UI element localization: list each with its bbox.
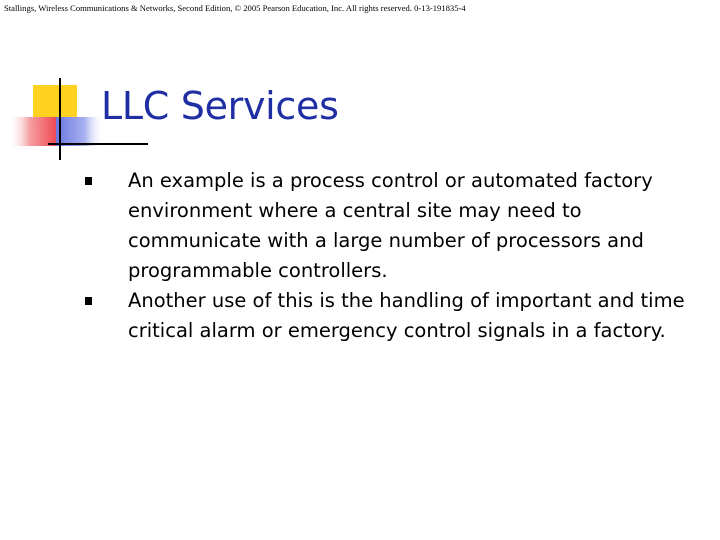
vertical-line [59, 78, 61, 160]
bullet-item [80, 286, 710, 346]
title-underline [48, 143, 148, 145]
bullet-text: Another use of this is the handling of important and time critical alarm or emergency control signals in a factory. [128, 289, 685, 342]
bullet-item [80, 166, 710, 286]
blue-square [56, 117, 104, 146]
yellow-square [33, 85, 77, 119]
red-square [8, 117, 56, 146]
square-bullet-icon [85, 297, 92, 305]
bullet-list [80, 166, 710, 346]
copyright-note: Stallings, Wireless Communications & Networks, Second Edition, © 2005 Pearson Education, Inc. All rights reserved. 0-13-191835-4 [4, 3, 466, 13]
square-bullet-icon [85, 177, 92, 185]
bullet-text: An example is a process control or automated factory environment where a central site may need to communicate with a large number of processors and programmable controllers. [128, 169, 653, 282]
slide-title: LLC Services [101, 84, 339, 128]
